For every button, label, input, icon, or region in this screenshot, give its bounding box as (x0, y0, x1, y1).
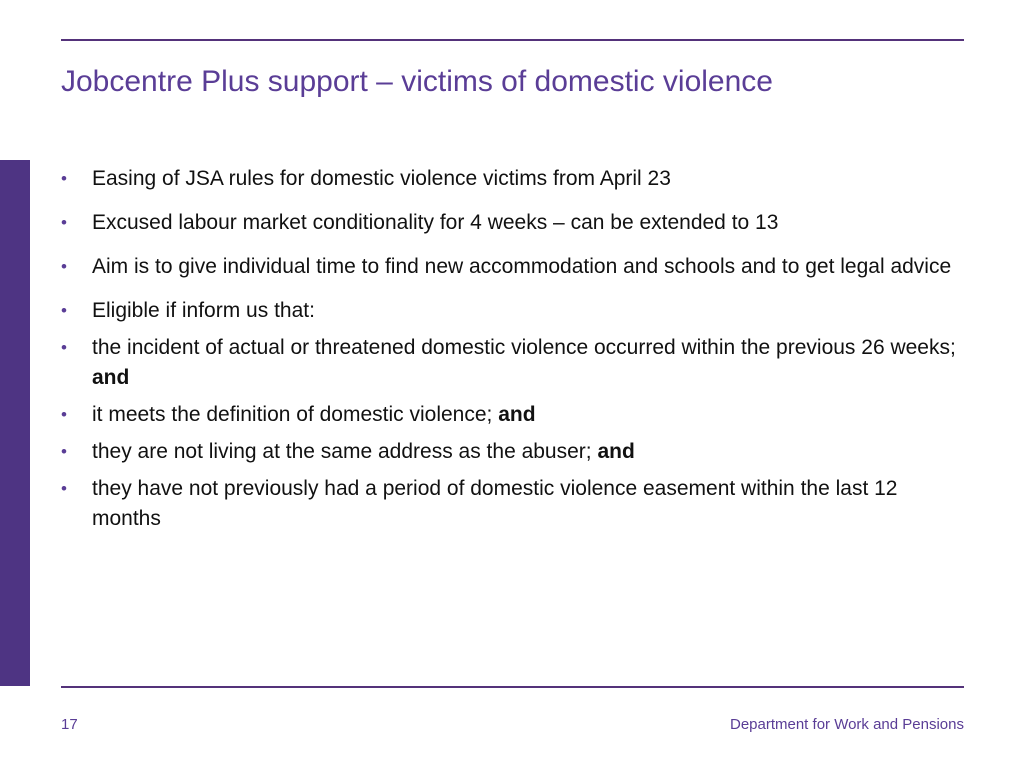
side-accent-bar (0, 160, 30, 686)
slide-title: Jobcentre Plus support – victims of domestic violence (61, 65, 773, 98)
bullet-icon: • (61, 169, 67, 188)
page-number: 17 (61, 716, 78, 733)
bullet-item (61, 333, 966, 393)
bullet-text: they are not living at the same address as the abuser; (92, 440, 598, 463)
bullet-text: Excused labour market conditionality for 4 weeks – can be extended to 13 (92, 211, 779, 234)
bullet-item (61, 437, 966, 467)
bullet-text: they have not previously had a period of domestic violence easement within the last 12 months (92, 477, 898, 530)
top-divider (61, 39, 964, 41)
bullet-text: Easing of JSA rules for domestic violence victims from April 23 (92, 167, 671, 190)
bullet-item (61, 296, 966, 326)
bullet-emphasis: and (92, 366, 130, 389)
bullet-item (61, 252, 966, 282)
bullet-item (61, 400, 966, 430)
bullet-text: Aim is to give individual time to find new accommodation and schools and to get legal advice (92, 255, 952, 278)
bullet-icon: • (61, 442, 67, 461)
bullet-emphasis: and (597, 440, 635, 463)
bullet-icon: • (61, 301, 67, 320)
bullet-icon: • (61, 479, 67, 498)
bullet-item (61, 208, 966, 238)
bullet-list (61, 164, 966, 534)
bullet-text: the incident of actual or threatened domestic violence occurred within the previous 26 weeks; (92, 336, 956, 359)
bullet-text: it meets the definition of domestic violence; (92, 403, 499, 426)
bullet-item (61, 164, 966, 194)
footer-organisation: Department for Work and Pensions (729, 716, 964, 733)
bottom-divider (61, 686, 964, 688)
bullet-text: Eligible if inform us that: (92, 299, 315, 322)
bullet-icon: • (61, 405, 67, 424)
bullet-icon: • (61, 257, 67, 276)
bullet-icon: • (61, 213, 67, 232)
bullet-emphasis: and (498, 403, 536, 426)
bullet-icon: • (61, 338, 67, 357)
bullet-item (61, 474, 966, 534)
